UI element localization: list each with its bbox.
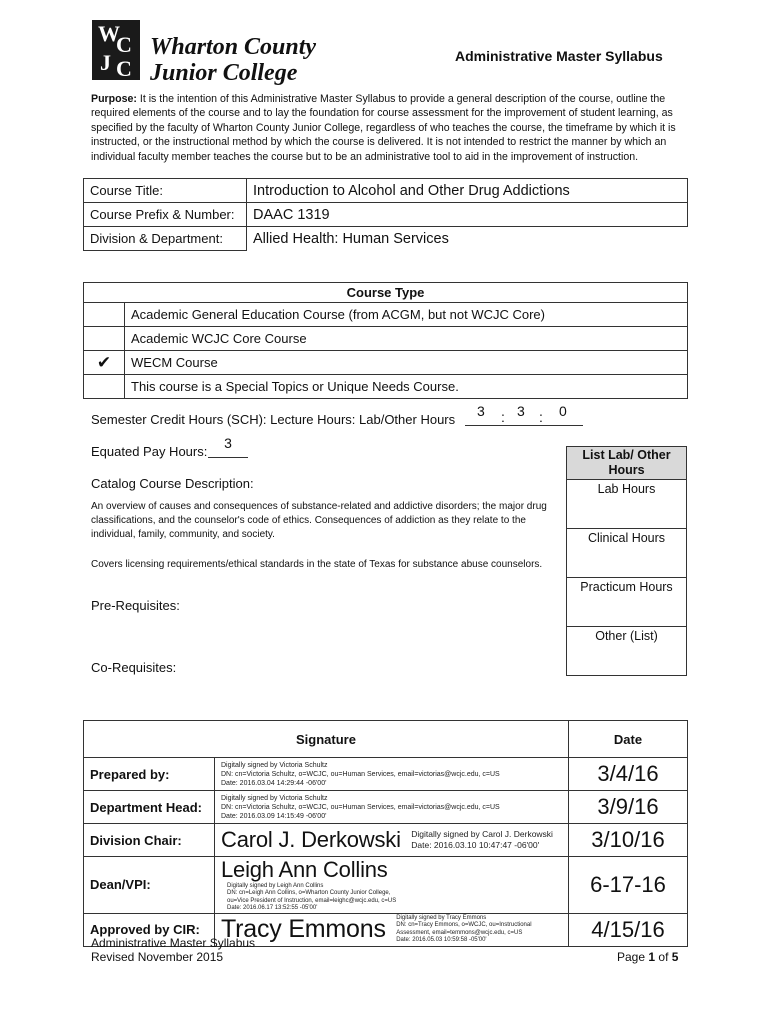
- course-type-label: This course is a Special Topics or Unique Needs Course.: [125, 375, 688, 399]
- course-prefix-label: Course Prefix & Number:: [84, 203, 247, 227]
- signature-line: Date: 2016.05.03 10:59:58 -05'00': [396, 937, 487, 944]
- signature-line: DN: cn=Leigh Ann Collins, o=Wharton County Junior College,: [227, 890, 391, 897]
- college-name-line2: Junior College: [150, 60, 298, 86]
- page-number: [617, 950, 678, 964]
- signer-name: Carol J. Derkowski: [221, 827, 401, 852]
- logo-initial: J: [100, 50, 111, 75]
- signature-line: Assessment, email=temmons@wcjc.edu, c=US: [396, 929, 523, 936]
- purpose-text: It is the intention of this Administrative Master Syllabus to provide a general description of the course, outline the required elements of the course and to lay the foundation for course assessment for the improvement of student learning, as specified by the faculty of Wharton County Junior College, regardless of who teaches the course, the timeframe by which it is instructed, or the instructional method by which the course is delivered. It is not intended to restrict the manner by which an individual faculty member teaches the course but to be an administrative tool to aid in the improvement of instruction.: [91, 93, 676, 163]
- corequisites-label: Co-Requisites:: [91, 660, 177, 675]
- equated-pay-value[interactable]: 3: [208, 435, 248, 458]
- digital-signature[interactable]: [215, 824, 569, 857]
- lab-hours-item: Lab Hours: [567, 480, 687, 529]
- signature-line: Date: 2016.06.17 13:52:55 -05'00': [227, 905, 318, 912]
- lab-hours-item: Other (List): [567, 627, 687, 676]
- course-type-label: Academic WCJC Core Course: [125, 327, 688, 351]
- catalog-paragraph: Covers licensing requirements/ethical standards in the state of Texas for substance abuse counselors.: [91, 559, 543, 570]
- footer-line: Revised November 2015: [91, 950, 224, 964]
- college-name: [150, 34, 316, 86]
- sch-value: 3: [477, 403, 485, 419]
- digital-signature[interactable]: [215, 791, 569, 824]
- signature-line: Date: 2016.03.04 14:29:44 -06'00': [221, 779, 327, 787]
- signature-details: [411, 829, 553, 851]
- division-label: Division & Department:: [84, 227, 247, 251]
- signature-line: Digitally signed by Tracy Emmons: [396, 914, 487, 921]
- signature-line: DN: cn=Victoria Schultz, o=WCJC, ou=Human Services, email=victorias@wcjc.edu, c=US: [221, 803, 500, 811]
- lab-hours-item: Clinical Hours: [567, 529, 687, 578]
- page-current: 1: [648, 950, 656, 964]
- signature-role: Department Head:: [84, 791, 215, 824]
- digital-signature[interactable]: [215, 857, 569, 914]
- prerequisites-label: Pre-Requisites:: [91, 598, 180, 613]
- lecture-separator: :: [539, 409, 543, 425]
- logo-initial: C: [116, 56, 132, 81]
- course-prefix-value: DAAC 1319: [247, 203, 688, 227]
- signature-date: 3/10/16: [569, 824, 688, 857]
- course-type-checkbox-checked[interactable]: ✔: [84, 351, 125, 375]
- signature-date: 3/9/16: [569, 791, 688, 824]
- digital-signature[interactable]: [215, 758, 569, 791]
- signature-table: [83, 720, 688, 947]
- course-type-checkbox[interactable]: [84, 375, 125, 399]
- signature-role: Prepared by:: [84, 758, 215, 791]
- signature-role: Dean/VPI:: [84, 857, 215, 914]
- page-prefix: Page: [617, 950, 646, 964]
- lab-value: 0: [559, 403, 567, 419]
- date-column-header: Date: [569, 721, 688, 758]
- purpose-paragraph: [91, 92, 691, 164]
- signature-role: Division Chair:: [84, 824, 215, 857]
- logo-initial: C: [116, 32, 132, 57]
- course-type-checkbox[interactable]: [84, 303, 125, 327]
- signature-line: DN: cn=Victoria Schultz, o=WCJC, ou=Human Services, email=victorias@wcjc.edu, c=US: [221, 770, 500, 778]
- signature-role: Approved by CIR:: [84, 913, 215, 946]
- signer-name: Leigh Ann Collins: [221, 857, 388, 882]
- footer-line: Administrative Master Syllabus: [91, 936, 256, 950]
- sch-label: Semester Credit Hours (SCH): Lecture Hours: Lab/Other Hours: [91, 412, 456, 427]
- signature-date: 4/15/16: [569, 913, 688, 946]
- course-info-table: [83, 178, 688, 251]
- lab-hours-item: Practicum Hours: [567, 578, 687, 627]
- signature-line: Date: 2016.03.09 14:15:49 -06'00': [221, 812, 327, 820]
- course-type-table: [83, 282, 688, 399]
- signature-line: ou=Vice President of Instruction, email=leighc@wcjc.edu, c=US: [227, 897, 397, 904]
- catalog-paragraph: An overview of causes and consequences of substance-related and addictive disorders; the major drug classifications, and the counselor's code of ethics. Consequences of addiction as they relate to the individual, family, community, and society.: [91, 501, 547, 540]
- page-of: of: [658, 950, 669, 964]
- signature-line: Digitally signed by Leigh Ann Collins: [227, 883, 324, 889]
- lecture-value: 3: [517, 403, 525, 419]
- lab-hours-heading: List Lab/ Other Hours: [567, 447, 687, 480]
- signature-line: DN: cn=Tracy Emmons, o=WCJC, ou=Instructional: [396, 922, 532, 929]
- course-type-checkbox[interactable]: [84, 327, 125, 351]
- document-title: Administrative Master Syllabus: [455, 48, 663, 64]
- signature-details: [396, 915, 531, 945]
- signature-line: Digitally signed by Carol J. Derkowski: [411, 829, 553, 839]
- course-type-heading: Course Type: [84, 283, 688, 303]
- college-logo: [92, 20, 140, 80]
- college-name-line1: Wharton County: [150, 34, 317, 60]
- signature-date: 3/4/16: [569, 758, 688, 791]
- signer-name: Tracy Emmons: [221, 915, 386, 944]
- sch-separator: :: [501, 409, 505, 425]
- catalog-description: [91, 500, 561, 588]
- signature-line: Digitally signed by Victoria Schultz: [221, 761, 328, 769]
- catalog-description-label: Catalog Course Description:: [91, 476, 254, 491]
- logo-initial: W: [98, 21, 120, 46]
- course-title-value: Introduction to Alcohol and Other Drug Addictions: [247, 179, 688, 203]
- footer-left: [91, 936, 255, 964]
- division-value: Allied Health: Human Services: [247, 227, 688, 251]
- equated-pay-label: Equated Pay Hours:: [91, 444, 208, 459]
- signature-line: Date: 2016.03.10 10:47:47 -06'00': [411, 840, 540, 850]
- course-title-label: Course Title:: [84, 179, 247, 203]
- signature-column-header: Signature: [84, 721, 569, 758]
- signature-date: 6-17-16: [569, 857, 688, 914]
- course-type-label: WECM Course: [125, 351, 688, 375]
- digital-signature[interactable]: [215, 913, 569, 946]
- sch-values-field[interactable]: [465, 403, 583, 426]
- course-type-label: Academic General Education Course (from ACGM, but not WCJC Core): [125, 303, 688, 327]
- lab-hours-table: [566, 446, 687, 676]
- purpose-label: Purpose:: [91, 93, 137, 105]
- signature-line: Digitally signed by Victoria Schultz: [221, 794, 328, 802]
- signature-details: [227, 883, 396, 913]
- page-total: 5: [671, 950, 679, 964]
